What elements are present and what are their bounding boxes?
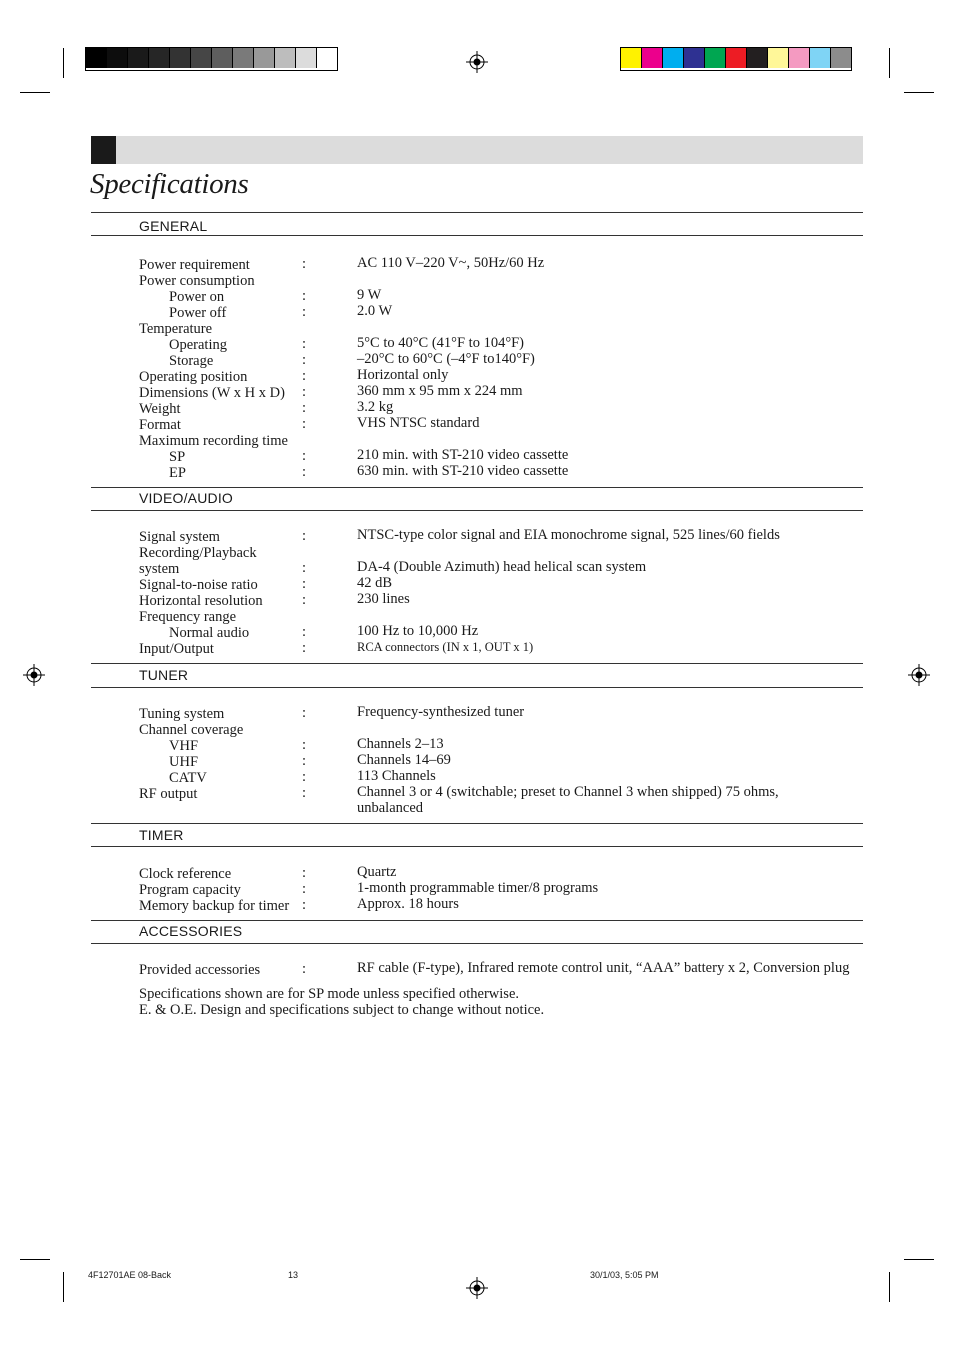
spec-label: Dimensions (W x H x D) <box>139 385 285 401</box>
spec-row <box>0 777 954 802</box>
spec-row <box>0 377 954 401</box>
color-swatch <box>642 48 663 68</box>
section-rule <box>91 846 863 847</box>
spec-row <box>0 345 954 369</box>
footer-page-number: 13 <box>288 1270 299 1280</box>
header-block <box>91 136 116 164</box>
section-rule <box>91 487 863 488</box>
color-swatch <box>726 48 747 68</box>
color-swatch <box>275 48 296 68</box>
registration-mark-icon <box>23 664 45 686</box>
section-rule <box>91 687 863 688</box>
section-rule <box>91 920 863 921</box>
spec-row <box>0 425 954 449</box>
crop-mark <box>20 1259 50 1260</box>
section-title-tuner: TUNER <box>139 667 189 683</box>
spec-colon: : <box>302 881 307 897</box>
spec-colon: : <box>302 785 307 801</box>
spec-value: NTSC-type color signal and EIA monochrome signal, 525 lines/60 fields <box>357 527 780 543</box>
footer-code: 4F12701AE 08-Back <box>88 1270 172 1280</box>
spec-label: Maximum recording time <box>139 433 288 449</box>
spec-row <box>0 729 954 754</box>
spec-label: RF output <box>139 786 198 802</box>
spec-label: VHF <box>169 738 199 754</box>
section-title-general: GENERAL <box>139 218 208 234</box>
spec-row <box>0 409 954 433</box>
section-rule <box>91 663 863 664</box>
spec-row <box>0 249 954 273</box>
spec-colon: : <box>302 368 307 384</box>
spec-colon: : <box>302 336 307 352</box>
spec-value: VHS NTSC standard <box>357 415 480 431</box>
spec-row <box>0 601 954 625</box>
spec-value: Frequency-synthesized tuner <box>357 704 525 720</box>
color-swatch <box>705 48 726 68</box>
spec-label: Weight <box>139 401 181 417</box>
spec-label: Normal audio <box>169 625 250 641</box>
spec-label: Power off <box>169 305 227 321</box>
spec-row <box>0 521 954 545</box>
spec-row <box>0 329 954 353</box>
spec-row <box>0 713 954 738</box>
spec-value: RF cable (F-type), Infrared remote control unit, “AAA” battery x 2, Conversion plug <box>357 960 850 976</box>
color-swatch <box>233 48 254 68</box>
spec-label: CATV <box>169 770 207 786</box>
section-rule <box>91 823 863 824</box>
spec-colon: : <box>302 753 307 769</box>
spec-value: Channel 3 or 4 (switchable; preset to Channel 3 when shipped) 75 ohms, <box>357 784 779 800</box>
spec-row <box>0 585 954 609</box>
spec-row <box>0 793 954 816</box>
spec-value: Quartz <box>357 864 397 880</box>
color-swatch <box>810 48 831 68</box>
color-swatch <box>296 48 317 68</box>
color-swatch <box>789 48 810 68</box>
spec-label: SP <box>169 449 186 465</box>
spec-value: 5°C to 40°C (41°F to 104°F) <box>357 335 525 351</box>
spec-row <box>0 874 954 898</box>
crop-mark <box>904 1259 934 1260</box>
spec-label: Clock reference <box>139 866 232 882</box>
crop-mark <box>889 1272 890 1302</box>
spec-colon: : <box>302 769 307 785</box>
spec-label: Provided accessories <box>139 962 261 978</box>
spec-colon: : <box>302 560 307 576</box>
spec-label: Power on <box>169 289 225 305</box>
color-swatch <box>128 48 149 68</box>
spec-label: Frequency range <box>139 609 237 625</box>
color-swatch <box>621 48 642 68</box>
note-sp-mode: Specifications shown are for SP mode unless specified otherwise. <box>139 986 520 1002</box>
spec-label: Temperature <box>139 321 213 337</box>
spec-label: EP <box>169 465 186 481</box>
spec-label: Format <box>139 417 181 433</box>
spec-row <box>0 697 954 722</box>
section-rule <box>91 212 863 213</box>
spec-value: 210 min. with ST-210 video cassette <box>357 447 569 463</box>
spec-colon: : <box>302 352 307 368</box>
spec-label: Signal-to-noise ratio <box>139 577 258 593</box>
spec-value: 630 min. with ST-210 video cassette <box>357 463 569 479</box>
spec-label: Power consumption <box>139 273 255 289</box>
color-swatch <box>254 48 275 68</box>
spec-label: Storage <box>169 353 214 369</box>
spec-row <box>0 745 954 770</box>
spec-label: system <box>139 561 180 577</box>
spec-value: 42 dB <box>357 575 393 591</box>
spec-value: 113 Channels <box>357 768 436 784</box>
spec-row <box>0 393 954 417</box>
spec-value: 100 Hz to 10,000 Hz <box>357 623 479 639</box>
section-rule <box>91 943 863 944</box>
spec-row <box>0 297 954 321</box>
spec-row <box>0 761 954 786</box>
spec-value: Horizontal only <box>357 367 449 383</box>
color-swatch <box>191 48 212 68</box>
spec-label: Memory backup for timer <box>139 898 290 914</box>
section-title-timer: TIMER <box>139 827 184 843</box>
spec-value: unbalanced <box>357 800 424 816</box>
spec-value: 230 lines <box>357 591 410 607</box>
header-band <box>91 136 863 164</box>
color-swatch <box>107 48 128 68</box>
registration-mark-icon <box>908 664 930 686</box>
color-swatch <box>684 48 705 68</box>
grayscale-calibration-bar <box>85 47 338 71</box>
section-rule <box>91 510 863 511</box>
spec-row <box>0 858 954 882</box>
spec-value: 2.0 W <box>357 303 393 319</box>
color-swatch <box>149 48 170 68</box>
color-swatch <box>768 48 789 68</box>
color-swatch <box>663 48 684 68</box>
spec-label: Program capacity <box>139 882 241 898</box>
spec-row <box>0 537 954 561</box>
spec-row <box>0 441 954 465</box>
color-calibration-bar <box>620 47 852 71</box>
spec-row <box>0 265 954 289</box>
spec-colon: : <box>302 304 307 320</box>
spec-label: UHF <box>169 754 199 770</box>
color-swatch <box>86 48 107 68</box>
page-title: Specifications <box>90 168 249 200</box>
note-eoe: E. & O.E. Design and specifications subject to change without notice. <box>139 1002 545 1018</box>
spec-colon: : <box>302 865 307 881</box>
registration-mark-icon <box>466 1277 488 1299</box>
spec-row <box>0 457 954 481</box>
spec-value: –20°C to 60°C (–4°F to140°F) <box>357 351 535 367</box>
spec-label: Tuning system <box>139 706 225 722</box>
spec-value: AC 110 V–220 V~, 50Hz/60 Hz <box>357 255 545 271</box>
footer-timestamp: 30/1/03, 5:05 PM <box>590 1270 659 1280</box>
spec-colon: : <box>302 705 307 721</box>
spec-row <box>0 617 954 641</box>
spec-colon: : <box>302 288 307 304</box>
spec-colon: : <box>302 592 307 608</box>
section-title-accessories: ACCESSORIES <box>139 923 243 939</box>
spec-row <box>0 569 954 593</box>
spec-colon: : <box>302 528 307 544</box>
color-swatch <box>317 48 337 68</box>
spec-row <box>0 553 954 577</box>
spec-label: Signal system <box>139 529 220 545</box>
crop-mark <box>63 48 64 78</box>
spec-label: Power requirement <box>139 257 250 273</box>
spec-colon: : <box>302 576 307 592</box>
spec-colon: : <box>302 640 307 656</box>
spec-colon: : <box>302 384 307 400</box>
color-swatch <box>747 48 768 68</box>
registration-mark-icon <box>466 51 488 73</box>
spec-colon: : <box>302 961 307 977</box>
color-swatch <box>170 48 191 68</box>
spec-value: Approx. 18 hours <box>357 896 459 912</box>
spec-row <box>0 633 954 657</box>
spec-label: Recording/Playback <box>139 545 257 561</box>
spec-colon: : <box>302 448 307 464</box>
spec-label: Channel coverage <box>139 722 244 738</box>
color-swatch <box>212 48 233 68</box>
spec-colon: : <box>302 464 307 480</box>
spec-row <box>0 954 954 978</box>
spec-colon: : <box>302 897 307 913</box>
spec-label: Operating <box>169 337 227 353</box>
spec-label: Input/Output <box>139 641 214 657</box>
spec-colon: : <box>302 624 307 640</box>
spec-colon: : <box>302 737 307 753</box>
spec-value: 3.2 kg <box>357 399 394 415</box>
spec-value: Channels 2–13 <box>357 736 444 752</box>
crop-mark <box>20 92 50 93</box>
spec-value: RCA connectors (IN x 1, OUT x 1) <box>357 640 534 654</box>
spec-row <box>0 281 954 305</box>
crop-mark <box>904 92 934 93</box>
crop-mark <box>889 48 890 78</box>
spec-value: 9 W <box>357 287 382 303</box>
spec-label: Horizontal resolution <box>139 593 263 609</box>
spec-colon: : <box>302 416 307 432</box>
spec-colon: : <box>302 400 307 416</box>
spec-value: 360 mm x 95 mm x 224 mm <box>357 383 523 399</box>
spec-value: DA-4 (Double Azimuth) head helical scan system <box>357 559 647 575</box>
color-swatch <box>831 48 851 68</box>
spec-label: Operating position <box>139 369 248 385</box>
section-rule <box>91 235 863 236</box>
spec-row <box>0 890 954 914</box>
spec-row <box>0 313 954 337</box>
spec-value: Channels 14–69 <box>357 752 451 768</box>
spec-row <box>0 361 954 385</box>
spec-colon: : <box>302 256 307 272</box>
section-title-video-audio: VIDEO/AUDIO <box>139 490 233 506</box>
spec-value: 1-month programmable timer/8 programs <box>357 880 599 896</box>
crop-mark <box>63 1272 64 1302</box>
